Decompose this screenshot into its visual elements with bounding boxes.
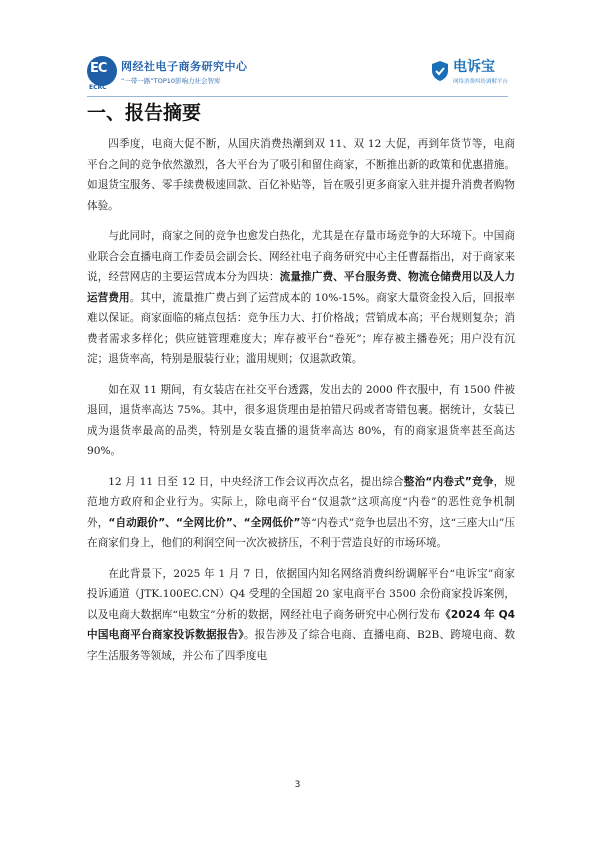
ecrc-title: 网经社电子商务研究中心 — [121, 59, 248, 73]
highlight-involution: 整治“内卷式”竞争 — [403, 475, 494, 488]
shield-icon — [431, 60, 449, 82]
ecrc-label: ECRC — [89, 84, 107, 91]
paragraph-text: 在此背景下，2025 年 1 月 7 日，依据国内知名网络消费纠纷调解平台“电诉宝”商家投诉通道（JTK.100EC.CN）Q4 受理的全国超 20 家电商平台 3500 余份商家投诉案例，以及电商大数据库“电数宝”分析的数据，网经社电子商务研究中心例行发布 — [87, 567, 515, 621]
page-number: 3 — [294, 780, 301, 790]
paragraph-text: 。报告涉及了综合电商、直播电商、B2B、跨境电商、数字生活服务等领域，并公布了四季度电 — [87, 629, 515, 662]
paragraph-text: 等“内卷式”竞争也层出不穷，这“三座大山”压在商家们身上，他们的利润空间一次次被挤压，不利于营造良好的市场环境。 — [87, 516, 515, 549]
highlight-pricing: “自动跟价”、“全网比价”、“全网低价” — [108, 516, 301, 529]
highlight-report-title: 《2024 年 Q4 中国电商平台商家投诉数据报告》 — [87, 608, 515, 641]
dianshubao-logo — [431, 56, 508, 85]
paragraph-text: 与此同时，商家之间的竞争也愈发白热化，尤其是在存量市场竞争的大环境下。中国商业联合会直播电商工作委员会副会长、网经社电子商务研究中心主任曹磊指出，对于商家来说，经营网店的主要运营成本分为四块： — [87, 230, 515, 283]
ec-logo-letters: EC — [90, 61, 107, 76]
paragraph-5 — [87, 564, 515, 667]
page-header — [87, 54, 508, 94]
paragraph-text: ，规范地方政府和企业行为。实际上，除电商平台“仅退款”这项高度“内卷”的恶性竞争机制外， — [87, 475, 516, 529]
dianshubao-subtitle: 网络消费纠纷调解平台 — [452, 79, 508, 85]
paragraph-text: 如在双 11 期间，有女装店在社交平台透露，发出去的 2000 件衣服中，有 1500 件被退回，退货率高达 75%。其中，很多退货理由是拍错尺码或者寄错包裹。据统计，女装已成为退货率最高的品类，特别是女装直播的退货率高达 80%，有的商家退货率甚至高达 90%。 — [87, 383, 515, 457]
dianshubao-title: 电诉宝 — [452, 59, 495, 75]
highlight-cost-items: 流量推广费、平台服务费、物流仓储费用以及人力运营费用 — [87, 271, 516, 304]
section-title: 一、报告摘要 — [87, 102, 202, 124]
ecrc-slogan: “一带一路”TOP10影响力社会智库 — [121, 76, 221, 85]
paragraph-1 — [87, 134, 515, 216]
header-divider — [87, 96, 508, 97]
paragraph-3 — [87, 380, 515, 462]
ecrc-logo — [87, 56, 248, 91]
paragraph-2 — [87, 226, 515, 370]
paragraph-text: 四季度，电商大促不断，从国庆消费热潮到双 11、双 12 大促，再到年货节等，电商平台之间的竞争依然激烈，各大平台为了吸引和留住商家，不断推出新的政策和优惠措施。如退货宝服务、零手续费极速回款、百亿补贴等，旨在吸引更多商家入驻并提升消费者购物体验。 — [87, 138, 515, 212]
paragraph-text: 。其中，流量推广费占到了运营成本的 10%-15%。商家大量资金投入后，回报率难以保证。商家面临的痛点包括：竞争压力大、打价格战；营销成本高；平台规则复杂；消费者需求多样化；供应链管理难度大；库存被平台“卷死”；库存被主播卷死；用户没有沉淀；退货率高，特别是服装行业；滥用规则；仅退款政策。 — [87, 291, 515, 365]
paragraph-text: 12 月 11 日至 12 日，中央经济工作会议再次点名，提出综合 — [108, 475, 404, 488]
paragraph-4 — [87, 472, 515, 554]
report-body — [87, 134, 515, 676]
ec-logo-icon — [87, 56, 117, 91]
